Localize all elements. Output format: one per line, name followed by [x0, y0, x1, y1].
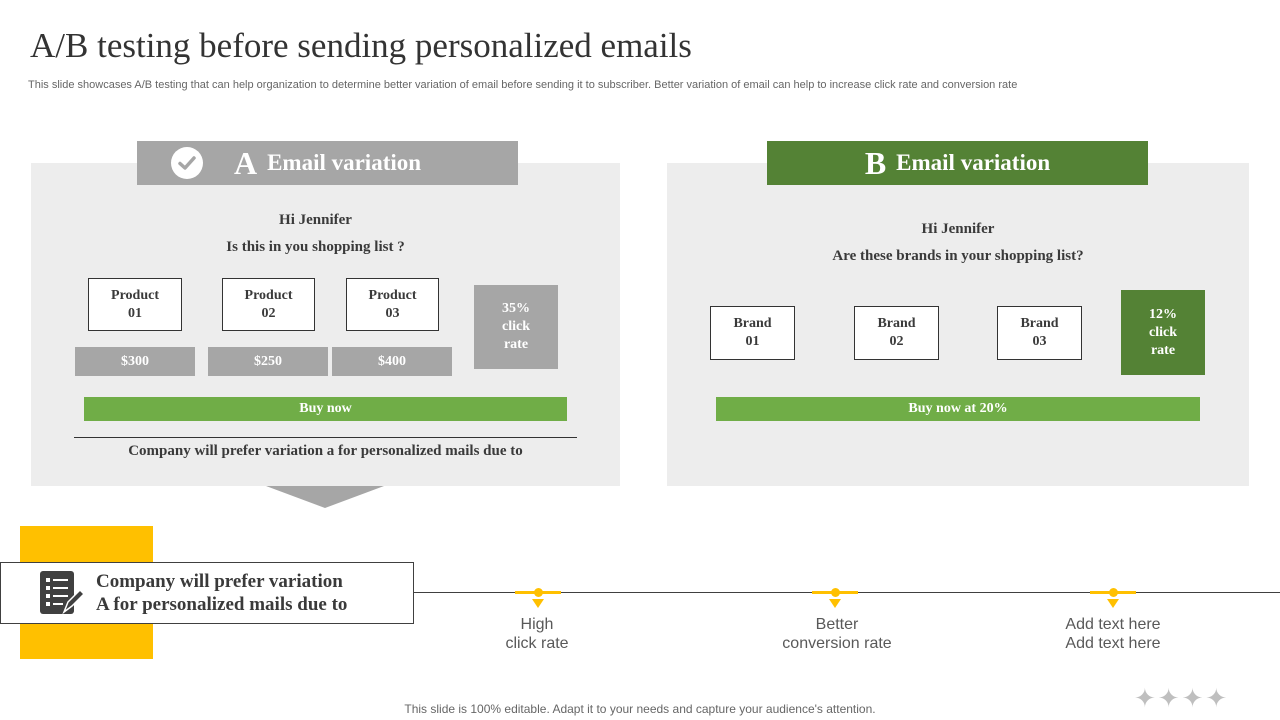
- timeline-label-1: [427, 615, 647, 653]
- variation-a-note: Company will prefer variation a for personalized mails due to: [128, 443, 523, 459]
- rate-word: rate: [1150, 342, 1176, 358]
- brand-box-01: [710, 306, 795, 360]
- product-number: 01: [128, 305, 142, 321]
- variation-a-letter: A: [233, 145, 258, 181]
- variation-b-label: Email variation: [896, 150, 1051, 175]
- rate-word: rate: [503, 337, 529, 352]
- price-tag-01: $300: [75, 347, 195, 376]
- variation-b-question: Are these brands in your shopping list?: [832, 248, 1084, 264]
- page-subtitle: This slide showcases A/B testing that can help organization to determine better variation of email before sending it to subscriber. Better variation of email can help to increase click rate and conversion rate: [28, 79, 1018, 91]
- product-label: Product: [368, 287, 417, 303]
- conclusion-line-1: Company will prefer variation: [96, 571, 343, 592]
- timeline-label-line: Add text here: [1065, 635, 1161, 652]
- brand-number: 03: [1032, 334, 1047, 349]
- conclusion-text: [96, 570, 347, 616]
- product-box-01: [88, 278, 182, 331]
- product-box-02: [222, 278, 315, 331]
- sparkle-stars-icon: ✦✦✦✦: [1134, 684, 1230, 714]
- brand-label: Brand: [877, 316, 916, 331]
- rate-value: 35%: [502, 301, 530, 316]
- rate-word: click: [1149, 324, 1177, 340]
- variation-a-buy-now-button[interactable]: Buy now: [84, 397, 567, 421]
- variation-b-greeting: Hi Jennifer: [921, 221, 995, 237]
- timeline-marker-arrow-icon: [1107, 599, 1119, 608]
- product-number: 03: [385, 305, 400, 321]
- timeline-marker-dot: [831, 588, 840, 597]
- variation-a-divider: [74, 437, 577, 438]
- check-circle-icon: [171, 147, 203, 179]
- brand-number: 01: [745, 334, 760, 349]
- rate-value: 12%: [1149, 306, 1177, 322]
- price-tag-03: $400: [332, 347, 452, 376]
- timeline-marker-dot: [534, 588, 543, 597]
- document-edit-icon: [38, 570, 84, 616]
- variation-b-letter: B: [864, 145, 887, 181]
- timeline-label-line: conversion rate: [782, 635, 892, 652]
- variation-a-click-rate: [474, 285, 558, 369]
- product-box-03: [346, 278, 439, 331]
- rate-word: click: [502, 319, 530, 334]
- product-label: Product: [111, 287, 159, 303]
- brand-number: 02: [889, 334, 904, 349]
- variation-b-click-rate: [1121, 290, 1205, 375]
- brand-box-02: [854, 306, 939, 360]
- footer-note: This slide is 100% editable. Adapt it to your needs and capture your audience's attention.: [404, 702, 876, 716]
- brand-label: Brand: [1020, 316, 1059, 331]
- variation-a-question: Is this in you shopping list ?: [226, 239, 405, 255]
- variation-a-label: Email variation: [267, 150, 422, 175]
- timeline-label-line: Add text here: [1065, 616, 1161, 633]
- timeline-marker-arrow-icon: [532, 599, 544, 608]
- variation-b-buy-now-button[interactable]: Buy now at 20%: [716, 397, 1200, 421]
- timeline-label-3: [1003, 615, 1223, 653]
- conclusion-line-2: A for personalized mails due to: [96, 594, 348, 615]
- timeline-label-2: [727, 615, 947, 653]
- variation-a-greeting: Hi Jennifer: [279, 212, 352, 228]
- timeline-label-line: click rate: [505, 635, 569, 652]
- timeline-label-line: High: [520, 616, 554, 633]
- product-label: Product: [244, 287, 293, 303]
- timeline-marker-dot: [1109, 588, 1118, 597]
- brand-label: Brand: [733, 316, 772, 331]
- product-number: 02: [261, 305, 276, 321]
- price-tag-02: $250: [208, 347, 328, 376]
- variation-b-header: [767, 141, 1148, 185]
- brand-box-03: [997, 306, 1082, 360]
- timeline-marker-arrow-icon: [829, 599, 841, 608]
- page-title: A/B testing before sending personalized emails: [30, 26, 692, 65]
- timeline-label-line: Better: [815, 616, 859, 633]
- down-arrow-pointer-icon: [266, 486, 384, 508]
